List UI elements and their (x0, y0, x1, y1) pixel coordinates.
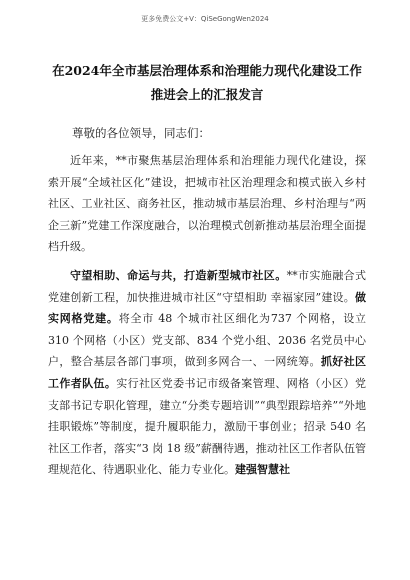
section-heading: 守望相助、命运与共，打造新型城市社区。 (70, 269, 287, 282)
document-title: 在2024年全市基层治理体系和治理能力现代化建设工作推进会上的汇报发言 (52, 63, 362, 102)
paragraph-text: 实行社区党委书记市级备案管理、网格（小区）党支部书记专职化管理，建立“分类专题培训”“典型跟踪培养”“外地挂职锻炼”等制度，提升履职能力，激励干事创业；招录 540 名社区工作者，落实“3 岗 18 级”薪酬待遇，推动社区工作者队伍管理规范化、待遇职业化、能力专业化。 (48, 376, 367, 477)
subheading-grid-party: 做实网格党建。 (48, 290, 366, 326)
paragraph-text: 将全市 48 个城市社区细化为737 个网格，设立 310 个网格（小区）党支部、834 个党小组、2036 名党员中心户，整合基层各部门事项，做到多网合一、一网统筹。 (48, 312, 367, 369)
header-note: 更多免费公文+V：QiSeGongWen2024 (141, 15, 269, 23)
salutation: 尊敬的各位领导，同志们： (72, 126, 210, 140)
paragraph-intro: 近年来，**市聚焦基层治理体系和治理能力现代化建设，探索开展“全域社区化”建设，把城市社区治理理念和模式嵌入乡村社区、工业社区、商务社区，推动城市基层治理、乡村治理与“两企三新”党建工作深度融合，以治理模式创新推动基层治理全面提档升级。 (48, 154, 366, 254)
paragraph-community (48, 265, 366, 481)
subheading-community-workers: 抓好社区工作者队伍。 (48, 355, 367, 390)
subheading-smart-community: 建强智慧社 (235, 463, 290, 477)
paragraph-text: **市实施融合式党建创新工程，加快推进城市社区“守望相助 幸福家园”建设。 (48, 269, 367, 304)
